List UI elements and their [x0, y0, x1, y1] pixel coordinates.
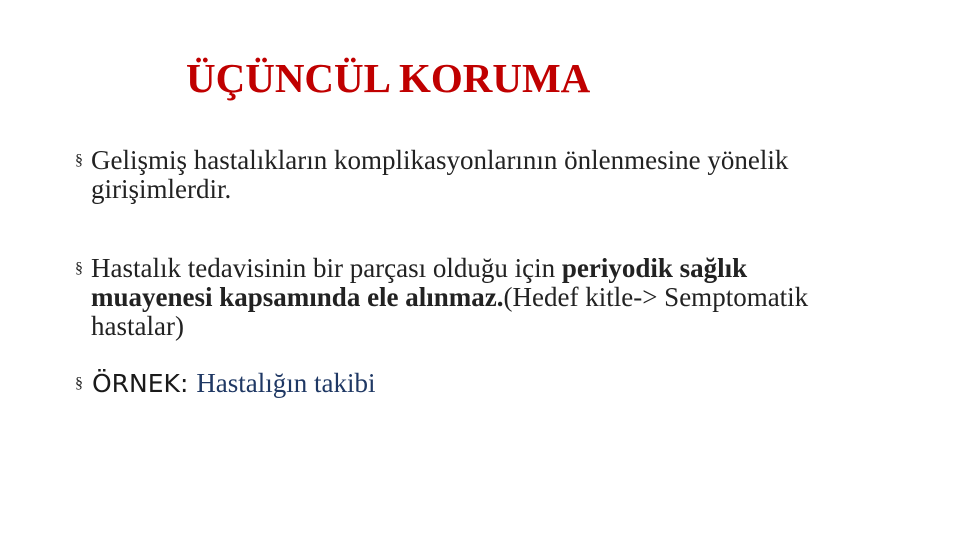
bullet-marker-icon: §: [75, 375, 83, 392]
bullet-item-2: [75, 254, 875, 341]
example-value: Hastalığın takibi: [196, 368, 376, 398]
bullet-text-2-part2: (Hedef kitle-> Semptomatik hastalar): [91, 282, 809, 341]
bullet-text-2-bold: periyodik sağlık muayenesi kapsamında ele alınmaz.: [91, 253, 748, 312]
bullet-text-1: Gelişmiş hastalıkların komplikasyonlarının önlenmesine yönelik girişimlerdir.: [91, 145, 789, 204]
bullet-text-2: [91, 254, 875, 341]
bullet-text-3: [92, 369, 835, 398]
bullet-marker-icon: §: [75, 152, 83, 169]
bullet-text-2-part1: Hastalık tedavisinin bir parçası olduğu için: [91, 253, 562, 283]
bullet-item-3: [75, 369, 835, 398]
slide-title: ÜÇÜNCÜL KORUMA: [186, 55, 591, 101]
example-label: ÖRNEK:: [92, 369, 197, 398]
bullet-marker-icon: §: [75, 260, 83, 277]
bullet-item-1: [75, 146, 835, 204]
